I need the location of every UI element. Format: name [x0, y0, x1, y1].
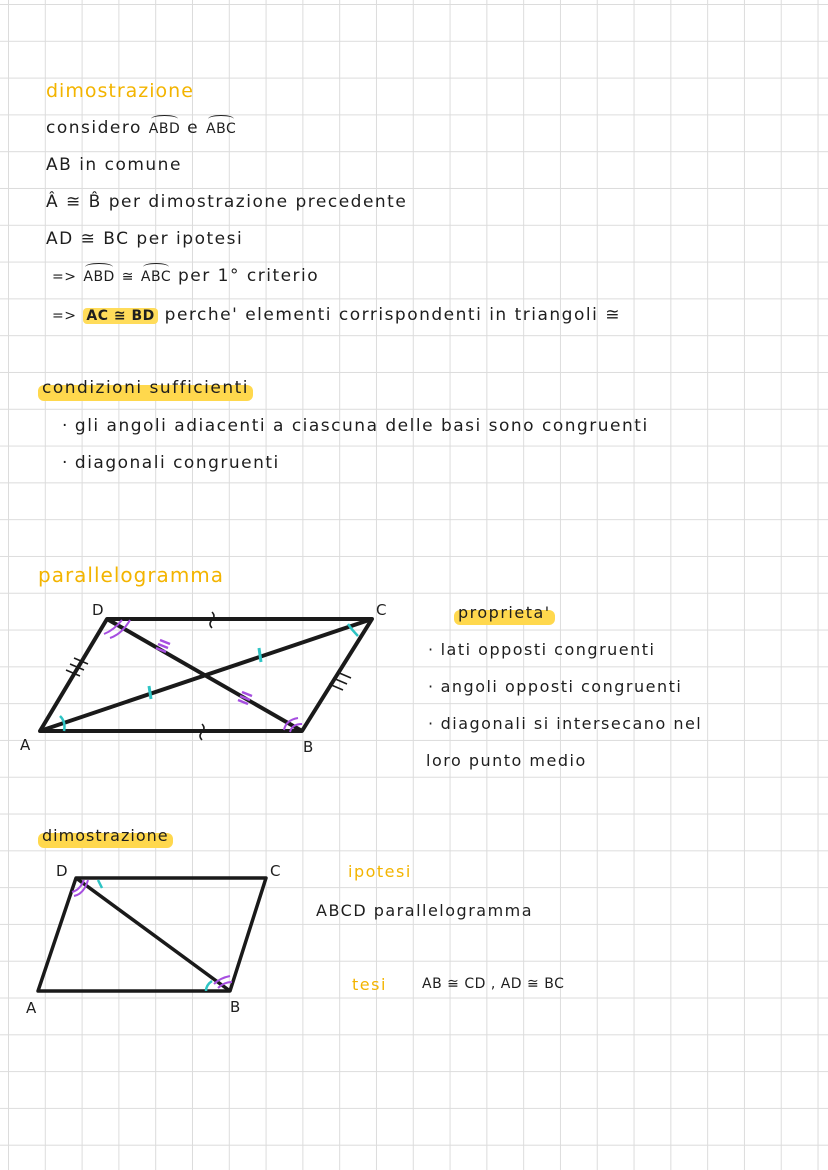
proof2-title [42, 828, 169, 844]
hypothesis-text: ABCD parallelogramma [316, 901, 534, 920]
diagonal-bd [107, 619, 302, 731]
proof2-vertex-d: D [56, 862, 68, 880]
proof2-vertex-b: B [230, 998, 241, 1016]
line5-rest: per 1° criterio [178, 266, 320, 286]
conditions-title [42, 380, 249, 397]
property-3-continued: loro punto medio [426, 751, 587, 770]
line1-triangle-1: ABD [148, 121, 181, 137]
condition-item-1-text: gli angoli adiacenti a ciascuna delle basi sono congruenti [74, 416, 649, 436]
condition-item-2: · diagonali congruenti [62, 453, 280, 473]
proof-line-2: AB in comune [46, 155, 182, 175]
condition-item-1: · gli angoli adiacenti a ciascuna delle basi sono congruenti [62, 416, 649, 436]
line6-highlight: AC ≅ BD [83, 308, 157, 324]
line6-rest: perche' elementi corrispondenti in triangoli ≅ [164, 305, 621, 325]
line5-cong: ≅ [121, 269, 134, 285]
proof2-angle-d-teal [98, 880, 102, 888]
vertex-b: B [303, 738, 314, 756]
proof2-diagonal-db [76, 878, 230, 991]
proof2-vertex-c: C [270, 862, 281, 880]
conditions-title-text: condizioni sufficienti [42, 378, 250, 398]
proof-line-4: AD ≅ BC per ipotesi [46, 229, 244, 249]
property-3: · diagonali si intersecano nel [428, 714, 703, 733]
vertex-c: C [376, 601, 387, 619]
property-2: · angoli opposti congruenti [428, 677, 683, 696]
line5-triangle-1: ABD [83, 269, 115, 285]
property-1-text: lati opposti congruenti [440, 640, 656, 659]
line5-arrow: => [52, 269, 77, 285]
line1-conj: e [187, 118, 200, 138]
thesis-title: tesi [352, 975, 387, 994]
vertex-a: A [20, 736, 31, 754]
line1-triangle-2: ABC [206, 121, 237, 137]
thesis-text: AB ≅ CD , AD ≅ BC [422, 976, 565, 992]
line6-arrow: => [52, 308, 77, 324]
condition-item-2-text: diagonali congruenti [74, 453, 280, 473]
hypothesis-title: ipotesi [348, 862, 412, 881]
vertex-d: D [92, 601, 104, 619]
line5-triangle-2: ABC [140, 269, 172, 285]
properties-title [458, 605, 551, 621]
proof2-vertex-a: A [26, 999, 37, 1017]
line1-prefix: considero [46, 118, 142, 138]
properties-title-text: proprieta' [458, 603, 551, 622]
tick-ad [66, 658, 88, 676]
property-2-text: angoli opposti congruenti [440, 677, 683, 696]
proof-line-3: Â ≅ B̂ per dimostrazione precedente [46, 192, 408, 212]
proof2-title-text: dimostrazione [42, 826, 169, 845]
section1-title: dimostrazione [46, 80, 194, 102]
parallelogram-title: parallelogramma [38, 563, 225, 587]
property-1: · lati opposti congruenti [428, 640, 656, 659]
property-3-text: diagonali si intersecano nel [440, 714, 703, 733]
